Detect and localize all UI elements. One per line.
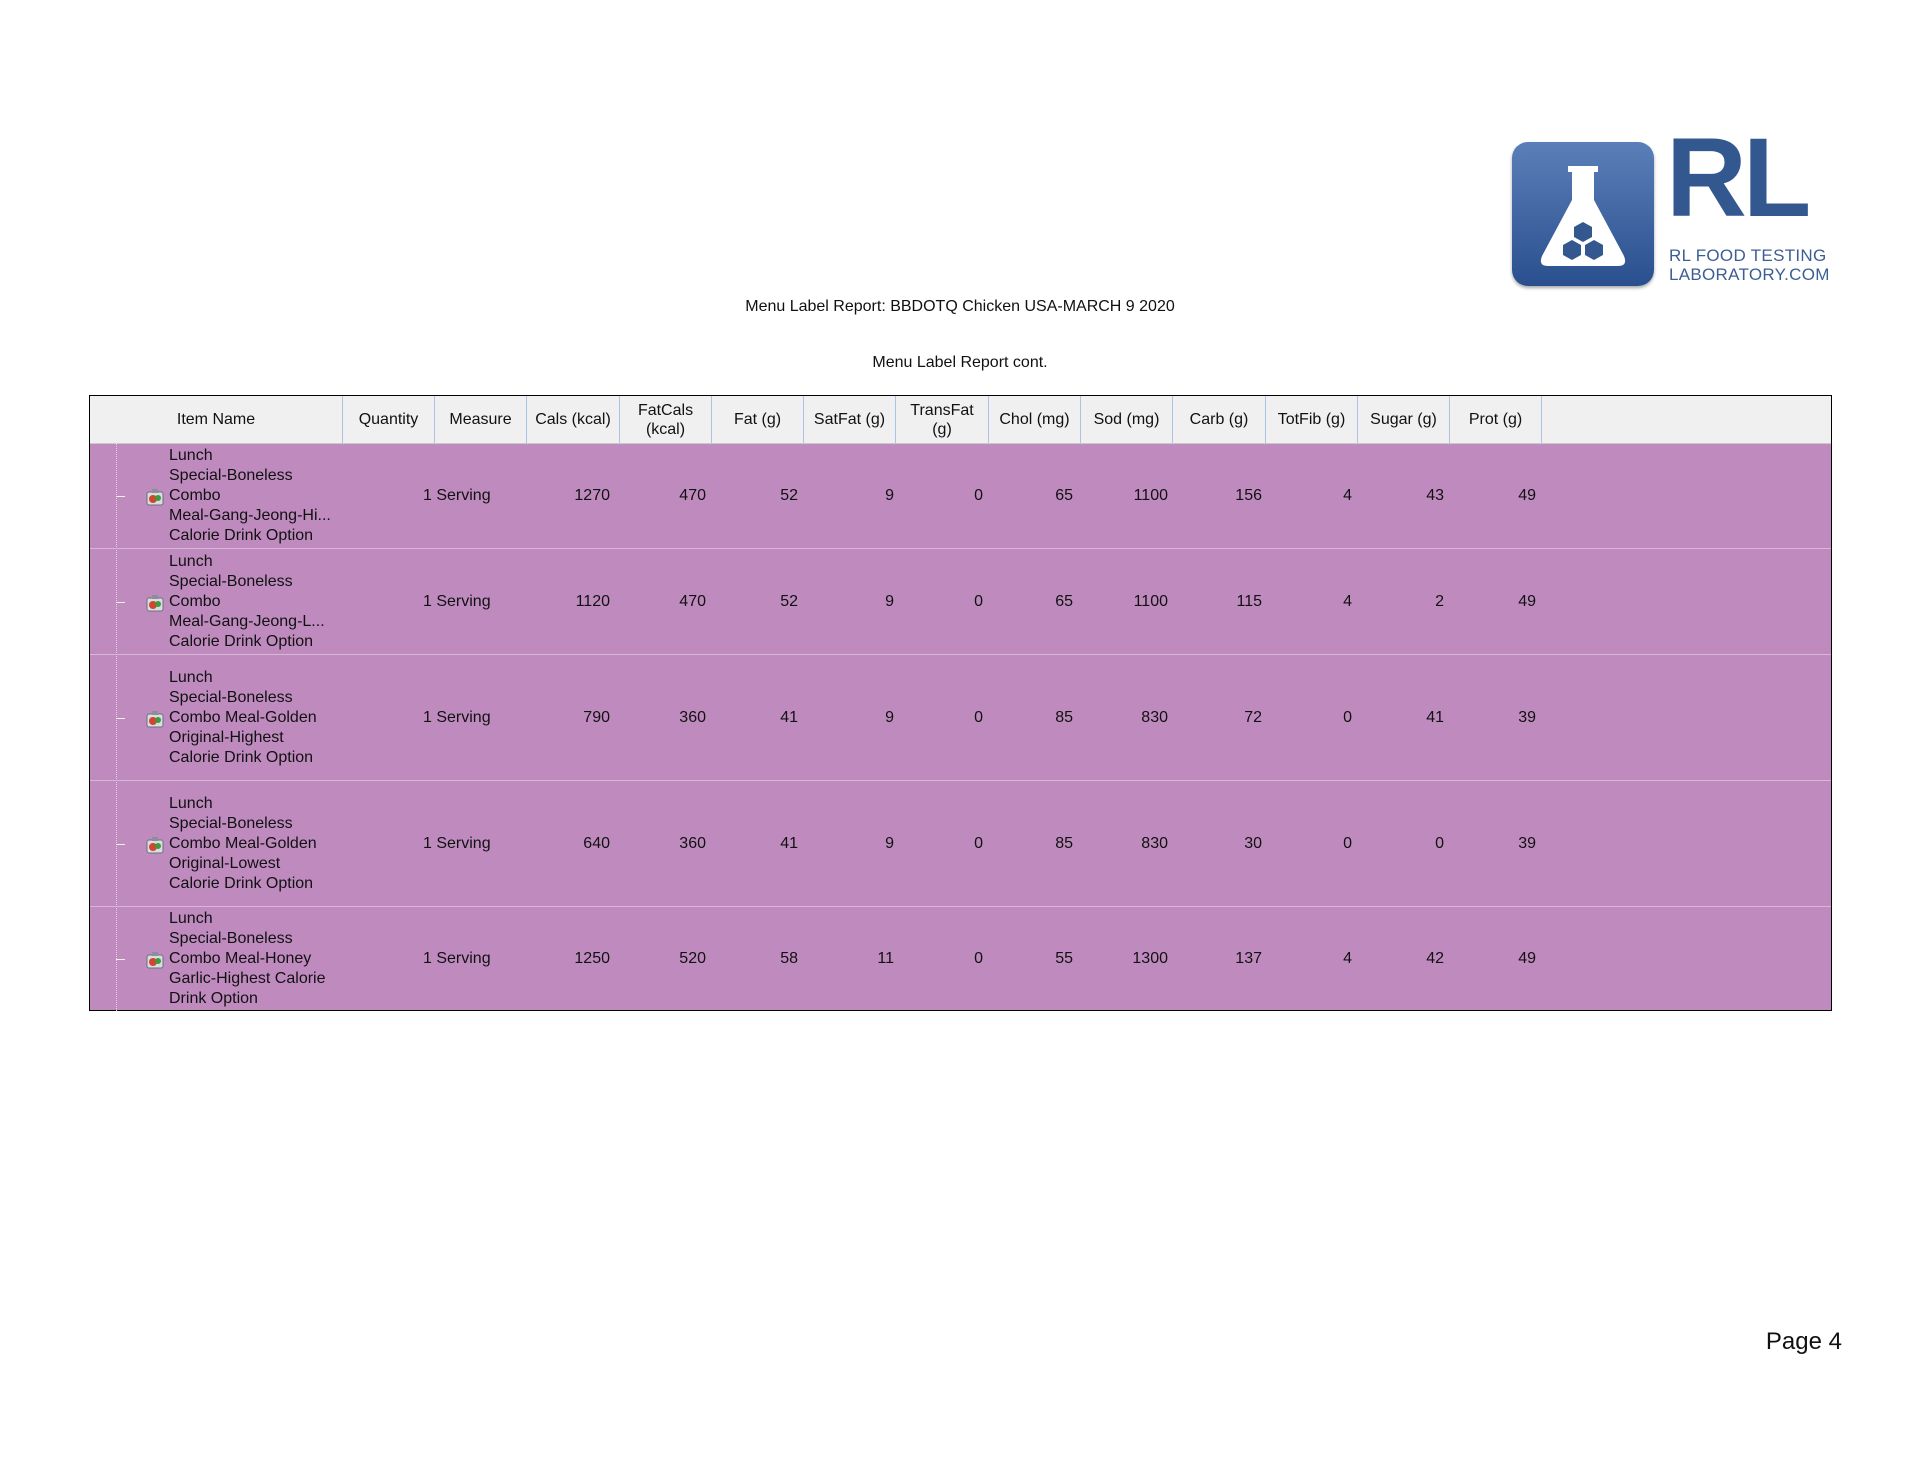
item-name-line: Lunch bbox=[169, 553, 213, 570]
carb-cell: 30 bbox=[1244, 835, 1262, 852]
item-name-line: Combo bbox=[169, 487, 221, 504]
chol-cell: 85 bbox=[1055, 709, 1073, 726]
item-name-line: Lunch bbox=[169, 910, 213, 927]
cals-cell: 640 bbox=[583, 835, 610, 852]
tree-branch bbox=[116, 959, 125, 960]
item-name-line: Calorie Drink Option bbox=[169, 527, 314, 544]
column-header-chol[interactable]: Chol (mg) bbox=[989, 396, 1081, 443]
satfat-cell: 9 bbox=[885, 593, 894, 610]
table-row[interactable] bbox=[90, 549, 1831, 655]
food-item-icon bbox=[145, 488, 165, 506]
chol-cell: 65 bbox=[1055, 487, 1073, 504]
item-name-line: Calorie Drink Option bbox=[169, 749, 314, 766]
item-name-line: Original-Lowest bbox=[169, 855, 281, 872]
food-item-icon bbox=[145, 710, 165, 728]
item-name-line: Combo Meal-Golden bbox=[169, 835, 317, 852]
nutrition-table bbox=[89, 395, 1832, 1011]
prot-cell: 39 bbox=[1518, 835, 1536, 852]
tree-branch bbox=[116, 718, 125, 719]
satfat-cell: 9 bbox=[885, 709, 894, 726]
satfat-cell: 11 bbox=[877, 950, 894, 967]
logo-letters: RL bbox=[1666, 115, 1808, 240]
fatcals-cell: 360 bbox=[679, 709, 706, 726]
item-name-line: Garlic-Highest Calorie bbox=[169, 970, 326, 987]
serving-cell: 1 Serving bbox=[423, 593, 491, 610]
fat-cell: 52 bbox=[780, 593, 798, 610]
item-name-line: Combo Meal-Golden bbox=[169, 709, 317, 726]
column-header-quantity[interactable]: Quantity bbox=[343, 396, 435, 443]
carb-cell: 156 bbox=[1235, 487, 1262, 504]
item-name-line: Lunch bbox=[169, 669, 213, 686]
sod-cell: 1100 bbox=[1133, 487, 1168, 504]
item-name bbox=[169, 446, 339, 546]
carb-cell: 72 bbox=[1244, 709, 1262, 726]
totfib-cell: 4 bbox=[1343, 950, 1352, 967]
item-name bbox=[169, 552, 339, 652]
prot-cell: 49 bbox=[1518, 487, 1536, 504]
transfat-cell: 0 bbox=[974, 709, 983, 726]
item-name-line: Calorie Drink Option bbox=[169, 875, 314, 892]
column-header-fatcals[interactable]: FatCals (kcal) bbox=[620, 396, 712, 443]
report-subtitle: Menu Label Report cont. bbox=[872, 354, 1048, 371]
column-header-carb[interactable]: Carb (g) bbox=[1173, 396, 1266, 443]
transfat-cell: 0 bbox=[974, 487, 983, 504]
transfat-cell: 0 bbox=[974, 950, 983, 967]
fat-cell: 52 bbox=[780, 487, 798, 504]
item-name-line: Special-Boneless bbox=[169, 815, 293, 832]
satfat-cell: 9 bbox=[885, 835, 894, 852]
item-name-line: Meal-Gang-Jeong-L... bbox=[169, 613, 325, 630]
serving-cell: 1 Serving bbox=[423, 835, 491, 852]
sugar-cell: 43 bbox=[1426, 487, 1444, 504]
flask-icon bbox=[1512, 142, 1654, 286]
prot-cell: 39 bbox=[1518, 709, 1536, 726]
sugar-cell: 42 bbox=[1426, 950, 1444, 967]
sod-cell: 1300 bbox=[1132, 950, 1168, 967]
fat-cell: 41 bbox=[780, 709, 798, 726]
cals-cell: 1250 bbox=[574, 950, 610, 967]
table-row[interactable] bbox=[90, 655, 1831, 781]
prot-cell: 49 bbox=[1518, 593, 1536, 610]
fatcals-cell: 520 bbox=[679, 950, 706, 967]
prot-cell: 49 bbox=[1518, 950, 1536, 967]
cals-cell: 790 bbox=[583, 709, 610, 726]
item-name-line: Meal-Gang-Jeong-Hi... bbox=[169, 507, 331, 524]
column-header-sugar[interactable]: Sugar (g) bbox=[1358, 396, 1450, 443]
sod-cell: 1100 bbox=[1133, 593, 1168, 610]
fatcals-cell: 470 bbox=[679, 487, 706, 504]
column-header-transfat[interactable]: TransFat (g) bbox=[896, 396, 989, 443]
fat-cell: 41 bbox=[780, 835, 798, 852]
column-header-totfib[interactable]: TotFib (g) bbox=[1266, 396, 1358, 443]
serving-cell: 1 Serving bbox=[423, 709, 491, 726]
column-header-sod[interactable]: Sod (mg) bbox=[1081, 396, 1173, 443]
item-name-line: Lunch bbox=[169, 795, 213, 812]
table-row[interactable] bbox=[90, 781, 1831, 907]
transfat-cell: 0 bbox=[974, 593, 983, 610]
tree-branch bbox=[116, 602, 125, 603]
item-name-line: Drink Option bbox=[169, 990, 258, 1007]
food-item-icon bbox=[145, 836, 165, 854]
cals-cell: 1270 bbox=[574, 487, 610, 504]
rl-logo bbox=[1512, 115, 1842, 290]
logo-line-1: RL FOOD TESTING bbox=[1669, 246, 1827, 265]
item-name-line: Original-Highest bbox=[169, 729, 284, 746]
logo-line-2: LABORATORY.COM bbox=[1669, 265, 1830, 284]
chol-cell: 55 bbox=[1055, 950, 1073, 967]
fatcals-cell: 360 bbox=[679, 835, 706, 852]
totfib-cell: 0 bbox=[1343, 835, 1352, 852]
table-row[interactable] bbox=[90, 907, 1831, 1011]
cals-cell: 1120 bbox=[575, 593, 610, 610]
item-name-line: Combo bbox=[169, 593, 221, 610]
satfat-cell: 9 bbox=[885, 487, 894, 504]
table-row[interactable] bbox=[90, 443, 1831, 549]
item-name-line: Special-Boneless bbox=[169, 930, 293, 947]
chol-cell: 65 bbox=[1055, 593, 1073, 610]
sod-cell: 830 bbox=[1141, 709, 1168, 726]
carb-cell: 115 bbox=[1236, 593, 1262, 610]
item-name bbox=[169, 794, 339, 894]
transfat-cell: 0 bbox=[974, 835, 983, 852]
sugar-cell: 2 bbox=[1435, 593, 1444, 610]
food-item-icon bbox=[145, 951, 165, 969]
item-name-line: Calorie Drink Option bbox=[169, 633, 314, 650]
sod-cell: 830 bbox=[1141, 835, 1168, 852]
totfib-cell: 4 bbox=[1343, 487, 1352, 504]
column-header-cals[interactable]: Cals (kcal) bbox=[527, 396, 620, 443]
item-name-line: Special-Boneless bbox=[169, 467, 293, 484]
column-header-fat[interactable]: Fat (g) bbox=[712, 396, 804, 443]
serving-cell: 1 Serving bbox=[423, 487, 491, 504]
item-name-line: Combo Meal-Honey bbox=[169, 950, 312, 967]
column-header-item-name[interactable]: Item Name bbox=[90, 396, 343, 443]
table-header bbox=[90, 396, 1831, 444]
page-number: Page 4 bbox=[1765, 1328, 1842, 1355]
column-header-satfat[interactable]: SatFat (g) bbox=[804, 396, 896, 443]
totfib-cell: 0 bbox=[1343, 709, 1352, 726]
fat-cell: 58 bbox=[780, 950, 798, 967]
sugar-cell: 0 bbox=[1435, 835, 1444, 852]
item-name bbox=[169, 668, 339, 768]
item-name-line: Special-Boneless bbox=[169, 689, 293, 706]
item-name-line: Special-Boneless bbox=[169, 573, 293, 590]
sugar-cell: 41 bbox=[1426, 709, 1444, 726]
fatcals-cell: 470 bbox=[679, 593, 706, 610]
carb-cell: 137 bbox=[1235, 950, 1262, 967]
tree-branch bbox=[116, 844, 125, 845]
item-name-line: Lunch bbox=[169, 447, 213, 464]
item-name bbox=[169, 909, 339, 1009]
totfib-cell: 4 bbox=[1343, 593, 1352, 610]
report-title: Menu Label Report: BBDOTQ Chicken USA-MARCH 9 2020 bbox=[745, 298, 1175, 315]
column-header-prot[interactable]: Prot (g) bbox=[1450, 396, 1542, 443]
serving-cell: 1 Serving bbox=[423, 950, 491, 967]
food-item-icon bbox=[145, 594, 165, 612]
chol-cell: 85 bbox=[1055, 835, 1073, 852]
tree-branch bbox=[116, 496, 125, 497]
column-header-measure[interactable]: Measure bbox=[435, 396, 527, 443]
